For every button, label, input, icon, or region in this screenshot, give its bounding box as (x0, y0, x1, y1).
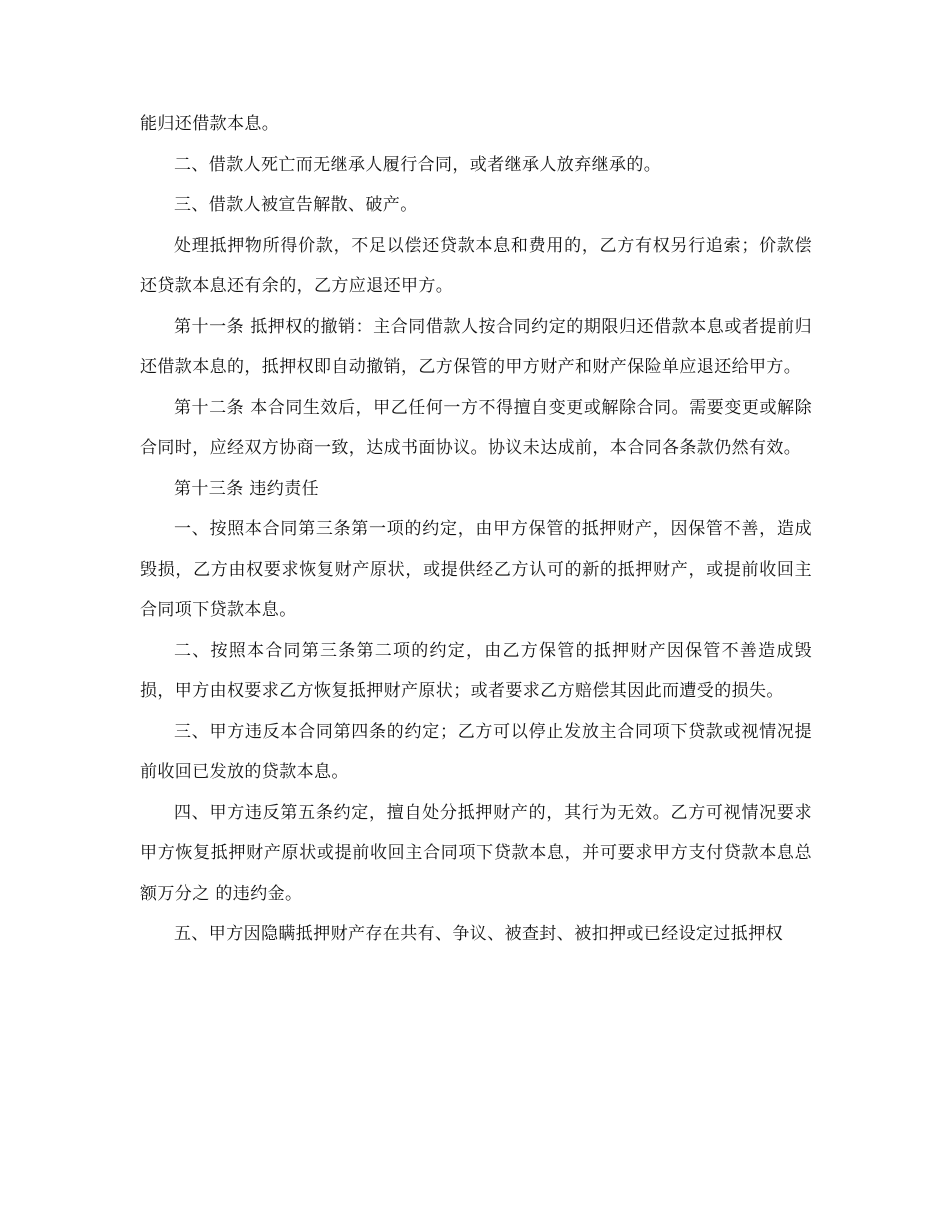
paragraph-collateral-disposal: 处理抵押物所得价款，不足以偿还贷款本息和费用的，乙方有权另行追索；价款偿还贷款本息还有余的，乙方应退还甲方。 (140, 235, 812, 296)
paragraph-clause-3: 三、借款人被宣告解散、破产。 (174, 195, 418, 215)
document-body (140, 104, 812, 955)
paragraph-continuation: 能归还借款本息。 (140, 114, 280, 134)
paragraph-clause-2: 二、借款人死亡而无继承人履行合同，或者继承人放弃继承的。 (174, 154, 662, 175)
paragraph-breach-4: 四、甲方违反第五条约定，擅自处分抵押财产的，其行为无效。乙方可视情况要求甲方恢复抵押财产原状或提前收回主合同项下贷款本息，并可要求甲方支付贷款本息总额万分之 的违约金。 (140, 802, 812, 904)
paragraph-breach-3: 三、甲方违反本合同第四条的约定；乙方可以停止发放主合同项下贷款或视情况提前收回已发放的贷款本息。 (140, 721, 812, 782)
paragraph-article-13-heading: 第十三条 违约责任 (174, 478, 320, 499)
paragraph-breach-5: 五、甲方因隐瞒抵押财产存在共有、争议、被查封、被扣押或已经设定过抵押权 (174, 924, 783, 944)
paragraph-article-12: 第十二条 本合同生效后，甲乙任何一方不得擅自变更或解除合同。需要变更或解除合同时，应经双方协商一致，达成书面协议。协议未达成前，本合同各条款仍然有效。 (140, 397, 812, 458)
paragraph-breach-2: 二、按照本合同第三条第二项的约定，由乙方保管的抵押财产因保管不善造成毁损，甲方由权要求乙方恢复抵押财产原状；或者要求乙方赔偿其因此而遭受的损失。 (140, 640, 812, 701)
paragraph-breach-1: 一、按照本合同第三条第一项的约定，由甲方保管的抵押财产，因保管不善，造成毁损，乙方由权要求恢复财产原状，或提供经乙方认可的新的抵押财产，或提前收回主合同项下贷款本息。 (140, 519, 812, 620)
paragraph-article-11: 第十一条 抵押权的撤销：主合同借款人按合同约定的期限归还借款本息或者提前归还借款本息的，抵押权即自动撤销，乙方保管的甲方财产和财产保险单应退还给甲方。 (140, 316, 812, 377)
